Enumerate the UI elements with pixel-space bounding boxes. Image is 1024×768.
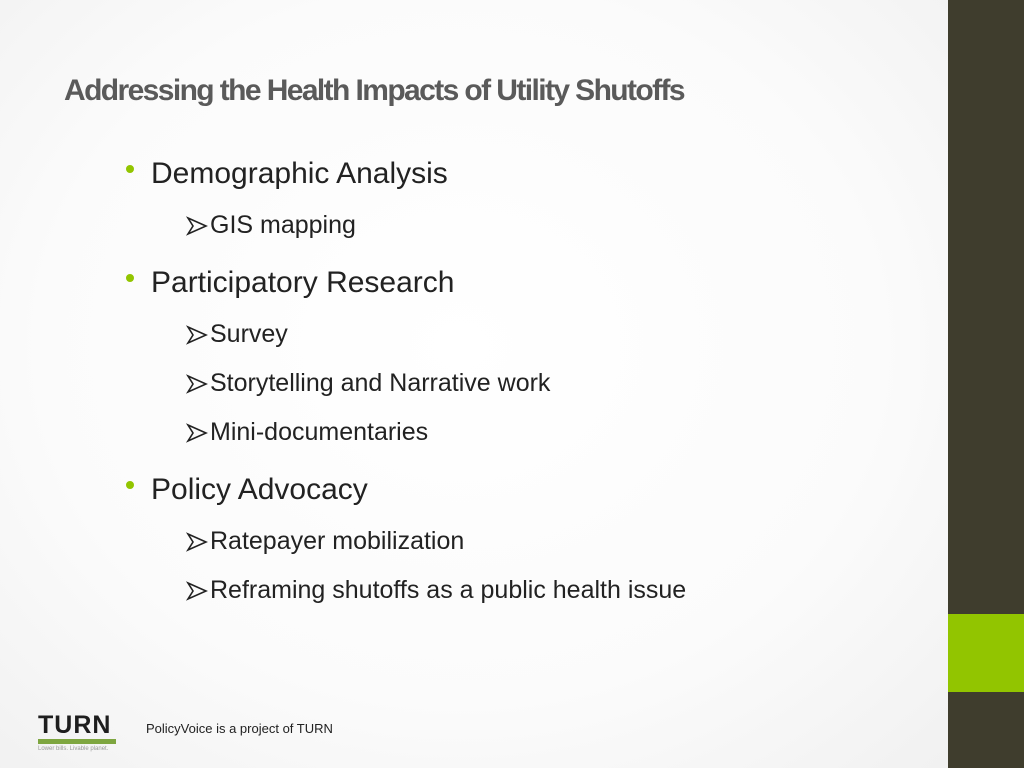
turn-logo — [38, 712, 118, 754]
sub-bullet-list — [151, 201, 686, 250]
sub-bullet-text: Ratepayer mobilization — [210, 527, 465, 555]
sub-bullet-list — [151, 310, 686, 457]
logo-wordmark: TURN — [38, 711, 112, 739]
arrowhead-bullet-icon — [185, 374, 209, 394]
arrowhead-bullet-icon — [185, 216, 209, 236]
sub-bullet-text: GIS mapping — [210, 211, 356, 239]
sub-bullet-list — [151, 517, 686, 615]
sub-bullet-item — [185, 408, 686, 457]
bullet-text: Policy Advocacy — [151, 473, 368, 506]
slide-title: Addressing the Health Impacts of Utility Shutoffs — [64, 74, 684, 107]
bullet-dot-icon — [126, 274, 134, 282]
arrowhead-bullet-icon — [185, 325, 209, 345]
side-accent-block — [948, 614, 1024, 692]
logo-tagline: Lower bills. Livable planet. — [38, 746, 109, 752]
bullet-item — [126, 468, 686, 615]
sub-bullet-text: Survey — [210, 320, 288, 348]
sub-bullet-item — [185, 566, 686, 615]
sub-bullet-text: Storytelling and Narrative work — [210, 369, 551, 397]
bullet-text: Participatory Research — [151, 266, 455, 299]
bullet-item — [126, 152, 686, 250]
sub-bullet-item — [185, 359, 686, 408]
sub-bullet-text: Mini-documentaries — [210, 418, 429, 446]
bullet-list — [126, 152, 686, 626]
sub-bullet-text: Reframing shutoffs as a public health issue — [210, 576, 687, 604]
bullet-dot-icon — [126, 481, 134, 489]
sub-bullet-item — [185, 517, 686, 566]
arrowhead-bullet-icon — [185, 423, 209, 443]
arrowhead-bullet-icon — [185, 581, 209, 601]
sub-bullet-item — [185, 201, 686, 250]
logo-green-strip — [38, 739, 116, 744]
bullet-dot-icon — [126, 165, 134, 173]
bullet-item — [126, 261, 686, 457]
bullet-text: Demographic Analysis — [151, 157, 448, 190]
footer-caption: PolicyVoice is a project of TURN — [146, 721, 333, 736]
arrowhead-bullet-icon — [185, 532, 209, 552]
sub-bullet-item — [185, 310, 686, 359]
